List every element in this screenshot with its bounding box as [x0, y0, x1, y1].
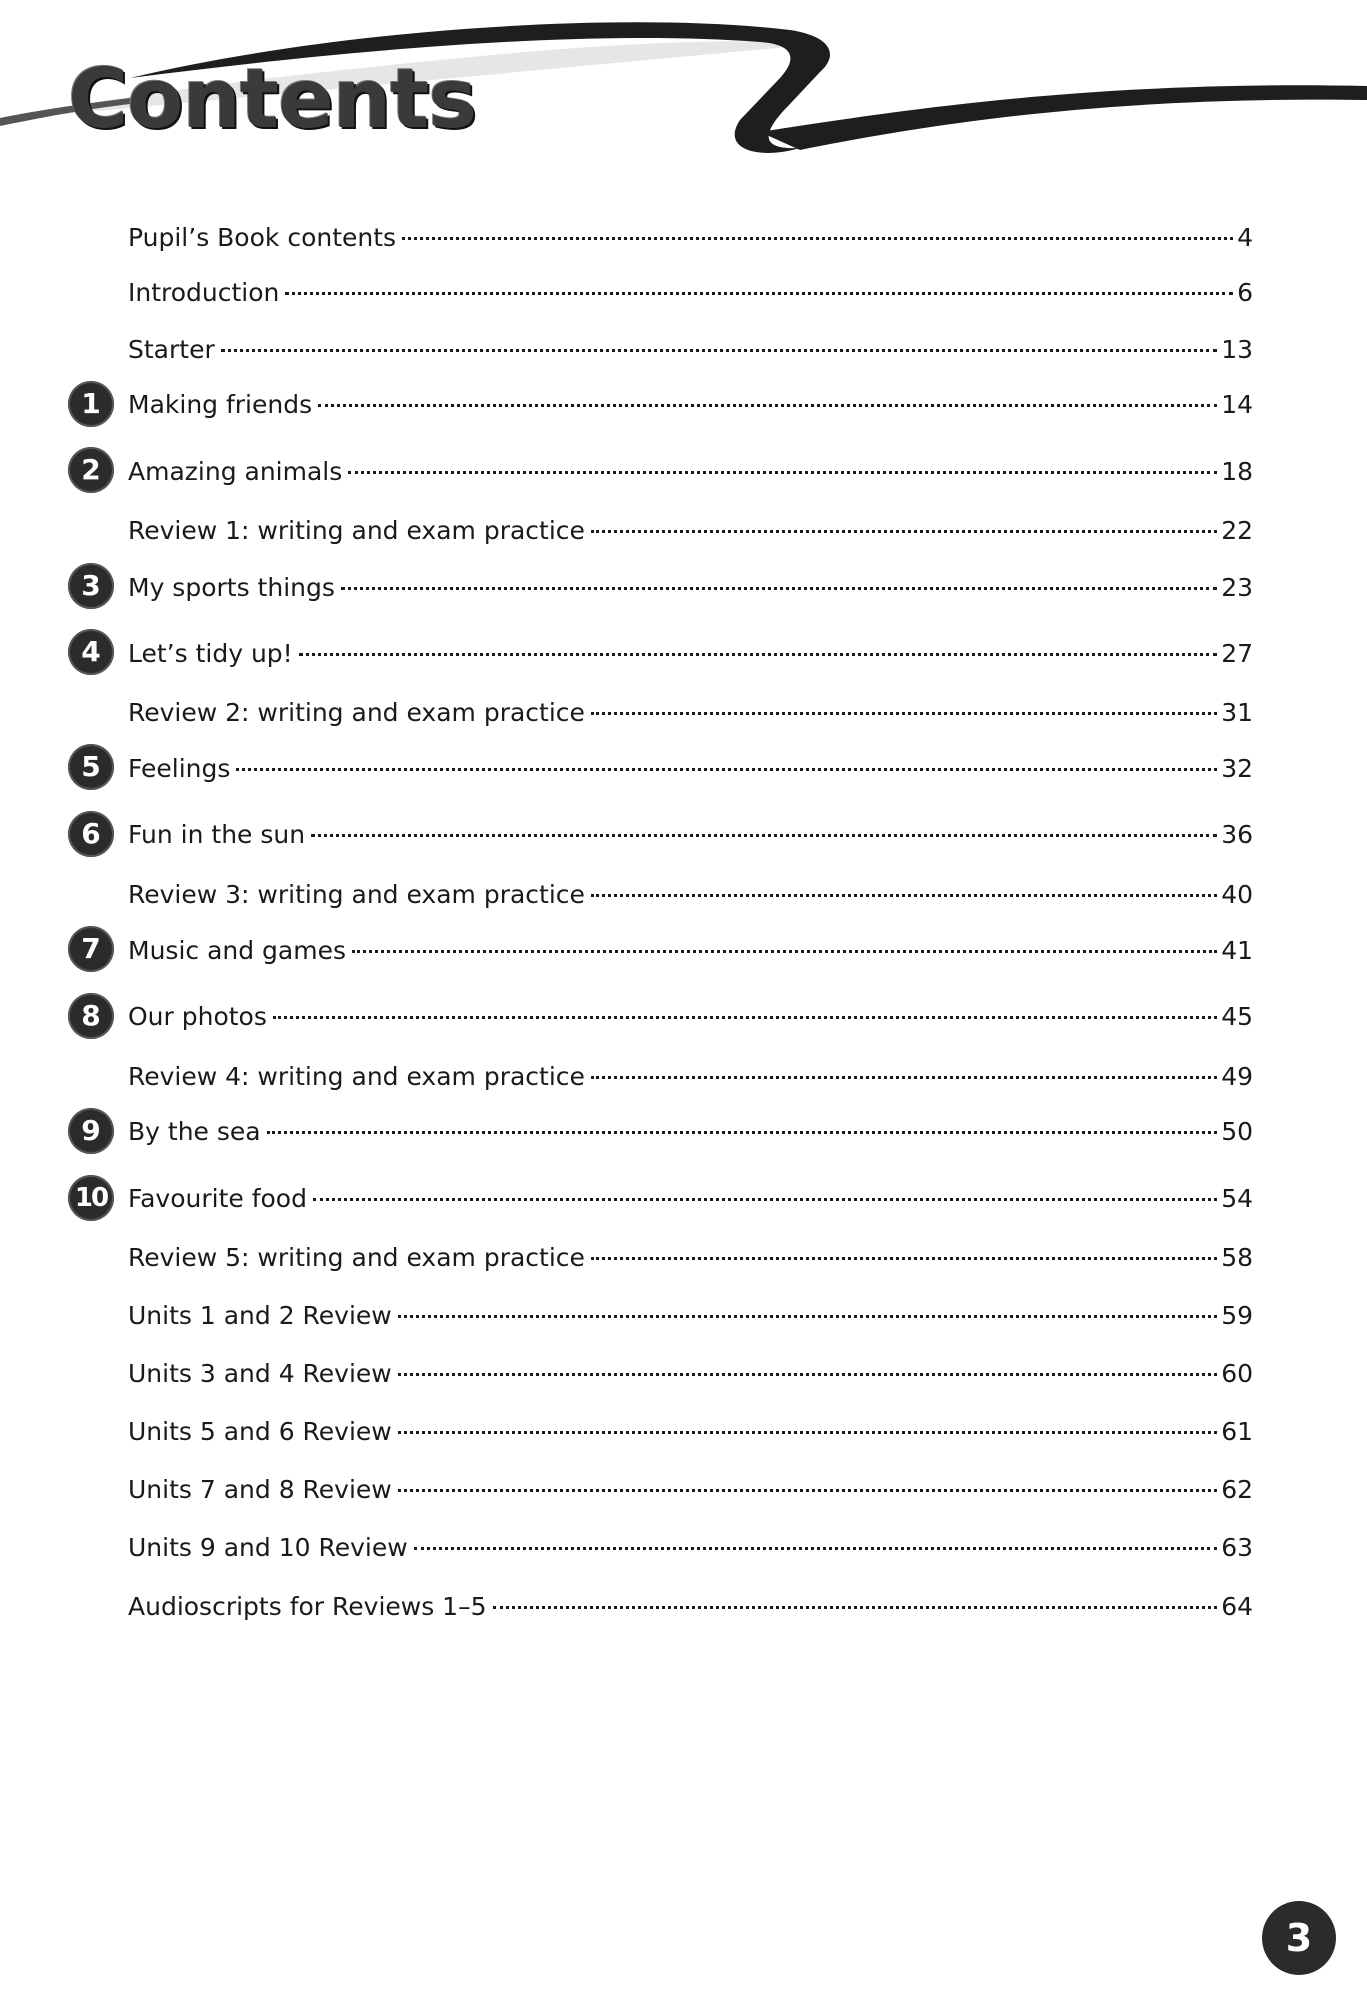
- toc-entry[interactable]: [128, 1110, 1253, 1154]
- toc-entry-title: Review 4: writing and exam practice: [128, 1062, 585, 1091]
- toc-entry[interactable]: [128, 271, 1253, 315]
- toc-entry-title: Review 3: writing and exam practice: [128, 880, 585, 909]
- toc-entry[interactable]: [128, 1352, 1253, 1396]
- toc-entry-page: 63: [1221, 1533, 1253, 1562]
- dot-leader: [352, 950, 1217, 953]
- dot-leader: [221, 349, 1217, 352]
- toc-entry[interactable]: [128, 632, 1253, 676]
- toc-entry[interactable]: [128, 1177, 1253, 1221]
- toc-entry-title: Review 5: writing and exam practice: [128, 1243, 585, 1272]
- toc-entry[interactable]: [128, 1236, 1253, 1280]
- dot-leader: [398, 1431, 1217, 1434]
- toc-entry-page: 6: [1237, 278, 1253, 307]
- toc-entry[interactable]: [128, 216, 1253, 260]
- toc-entry-page: 61: [1221, 1417, 1253, 1446]
- dot-leader: [311, 834, 1217, 837]
- toc-entry-title: Favourite food: [128, 1184, 307, 1213]
- toc-entry[interactable]: [128, 1526, 1253, 1570]
- toc-entry-title: Units 3 and 4 Review: [128, 1359, 392, 1388]
- toc-entry-title: Amazing animals: [128, 457, 343, 486]
- toc-entry-page: 58: [1221, 1243, 1253, 1272]
- toc-entry-page: 62: [1221, 1475, 1253, 1504]
- toc-entry[interactable]: [128, 995, 1253, 1039]
- unit-number-badge: 7: [68, 926, 114, 972]
- dot-leader: [398, 1315, 1217, 1318]
- unit-number-badge: 1: [68, 381, 114, 427]
- dot-leader: [348, 471, 1217, 474]
- toc-entry[interactable]: [128, 328, 1253, 372]
- toc-entry-title: Feelings: [128, 754, 231, 783]
- toc-entry-page: 59: [1221, 1301, 1253, 1330]
- toc-entry-page: 45: [1221, 1002, 1253, 1031]
- dot-leader: [267, 1131, 1218, 1134]
- toc-entry-page: 54: [1221, 1184, 1253, 1213]
- toc-entry[interactable]: [128, 691, 1253, 735]
- toc-entry-page: 31: [1221, 698, 1253, 727]
- toc-entry[interactable]: [128, 873, 1253, 917]
- toc-entry-page: 27: [1221, 639, 1253, 668]
- unit-number-badge: 8: [68, 993, 114, 1039]
- toc-entry-title: Units 1 and 2 Review: [128, 1301, 392, 1330]
- toc-entry-title: Introduction: [128, 278, 280, 307]
- dot-leader: [414, 1547, 1218, 1550]
- dot-leader: [591, 530, 1217, 533]
- toc-entry-page: 4: [1237, 223, 1253, 252]
- toc-entry-title: Our photos: [128, 1002, 267, 1031]
- toc-entry-title: Units 7 and 8 Review: [128, 1475, 392, 1504]
- unit-number-badge: 10: [68, 1175, 114, 1221]
- toc-entry-page: 49: [1221, 1062, 1253, 1091]
- toc-entry[interactable]: [128, 1585, 1253, 1629]
- dot-leader: [591, 894, 1217, 897]
- toc-entry-title: Audioscripts for Reviews 1–5: [128, 1592, 487, 1621]
- dot-leader: [591, 712, 1217, 715]
- toc-entry[interactable]: [128, 929, 1253, 973]
- toc-entry[interactable]: [128, 813, 1253, 857]
- toc-entry-page: 64: [1221, 1592, 1253, 1621]
- dot-leader: [285, 292, 1233, 295]
- toc-entry-title: Let’s tidy up!: [128, 639, 293, 668]
- toc-entry-title: By the sea: [128, 1117, 261, 1146]
- toc-entry-title: Review 2: writing and exam practice: [128, 698, 585, 727]
- dot-leader: [591, 1257, 1217, 1260]
- dot-leader: [313, 1198, 1217, 1201]
- toc-entry-title: My sports things: [128, 573, 335, 602]
- toc-entry[interactable]: [128, 1294, 1253, 1338]
- toc-entry[interactable]: [128, 566, 1253, 610]
- toc-entry-page: 32: [1221, 754, 1253, 783]
- toc-entry-page: 18: [1221, 457, 1253, 486]
- toc-entry[interactable]: [128, 509, 1253, 553]
- toc-entry-title: Units 5 and 6 Review: [128, 1417, 392, 1446]
- toc-entry[interactable]: [128, 1410, 1253, 1454]
- unit-number-badge: 6: [68, 811, 114, 857]
- toc-entry-page: 14: [1221, 390, 1253, 419]
- toc-entry-title: Units 9 and 10 Review: [128, 1533, 408, 1562]
- toc-entry-page: 40: [1221, 880, 1253, 909]
- dot-leader: [493, 1606, 1218, 1609]
- toc-entry[interactable]: [128, 1468, 1253, 1512]
- toc-entry-title: Making friends: [128, 390, 313, 419]
- toc-entry-page: 36: [1221, 820, 1253, 849]
- toc-entry[interactable]: [128, 747, 1253, 791]
- unit-number-badge: 3: [68, 563, 114, 609]
- page-number-badge: 3: [1262, 1901, 1336, 1975]
- unit-number-badge: 5: [68, 744, 114, 790]
- unit-number-badge: 4: [68, 629, 114, 675]
- dot-leader: [236, 768, 1217, 771]
- toc-entry-page: 41: [1221, 936, 1253, 965]
- toc-entry-page: 50: [1221, 1117, 1253, 1146]
- toc-entry-page: 13: [1221, 335, 1253, 364]
- toc-entry-title: Pupil’s Book contents: [128, 223, 397, 252]
- unit-number-badge: 9: [68, 1108, 114, 1154]
- toc-entry-title: Music and games: [128, 936, 347, 965]
- dot-leader: [398, 1373, 1217, 1376]
- dot-leader: [318, 404, 1217, 407]
- dot-leader: [398, 1489, 1217, 1492]
- toc-entry[interactable]: [128, 1055, 1253, 1099]
- dot-leader: [299, 653, 1218, 656]
- toc-entry-page: 60: [1221, 1359, 1253, 1388]
- toc-entry-title: Review 1: writing and exam practice: [128, 516, 585, 545]
- page-title: Contents: [68, 52, 477, 147]
- dot-leader: [341, 587, 1217, 590]
- toc-entry-title: Starter: [128, 335, 215, 364]
- unit-number-badge: 2: [68, 447, 114, 493]
- dot-leader: [402, 237, 1233, 240]
- toc-entry-page: 22: [1221, 516, 1253, 545]
- toc-entry-title: Fun in the sun: [128, 820, 306, 849]
- dot-leader: [273, 1016, 1217, 1019]
- toc-entry[interactable]: [128, 383, 1253, 427]
- toc-entry[interactable]: [128, 450, 1253, 494]
- dot-leader: [591, 1076, 1217, 1079]
- toc-entry-page: 23: [1221, 573, 1253, 602]
